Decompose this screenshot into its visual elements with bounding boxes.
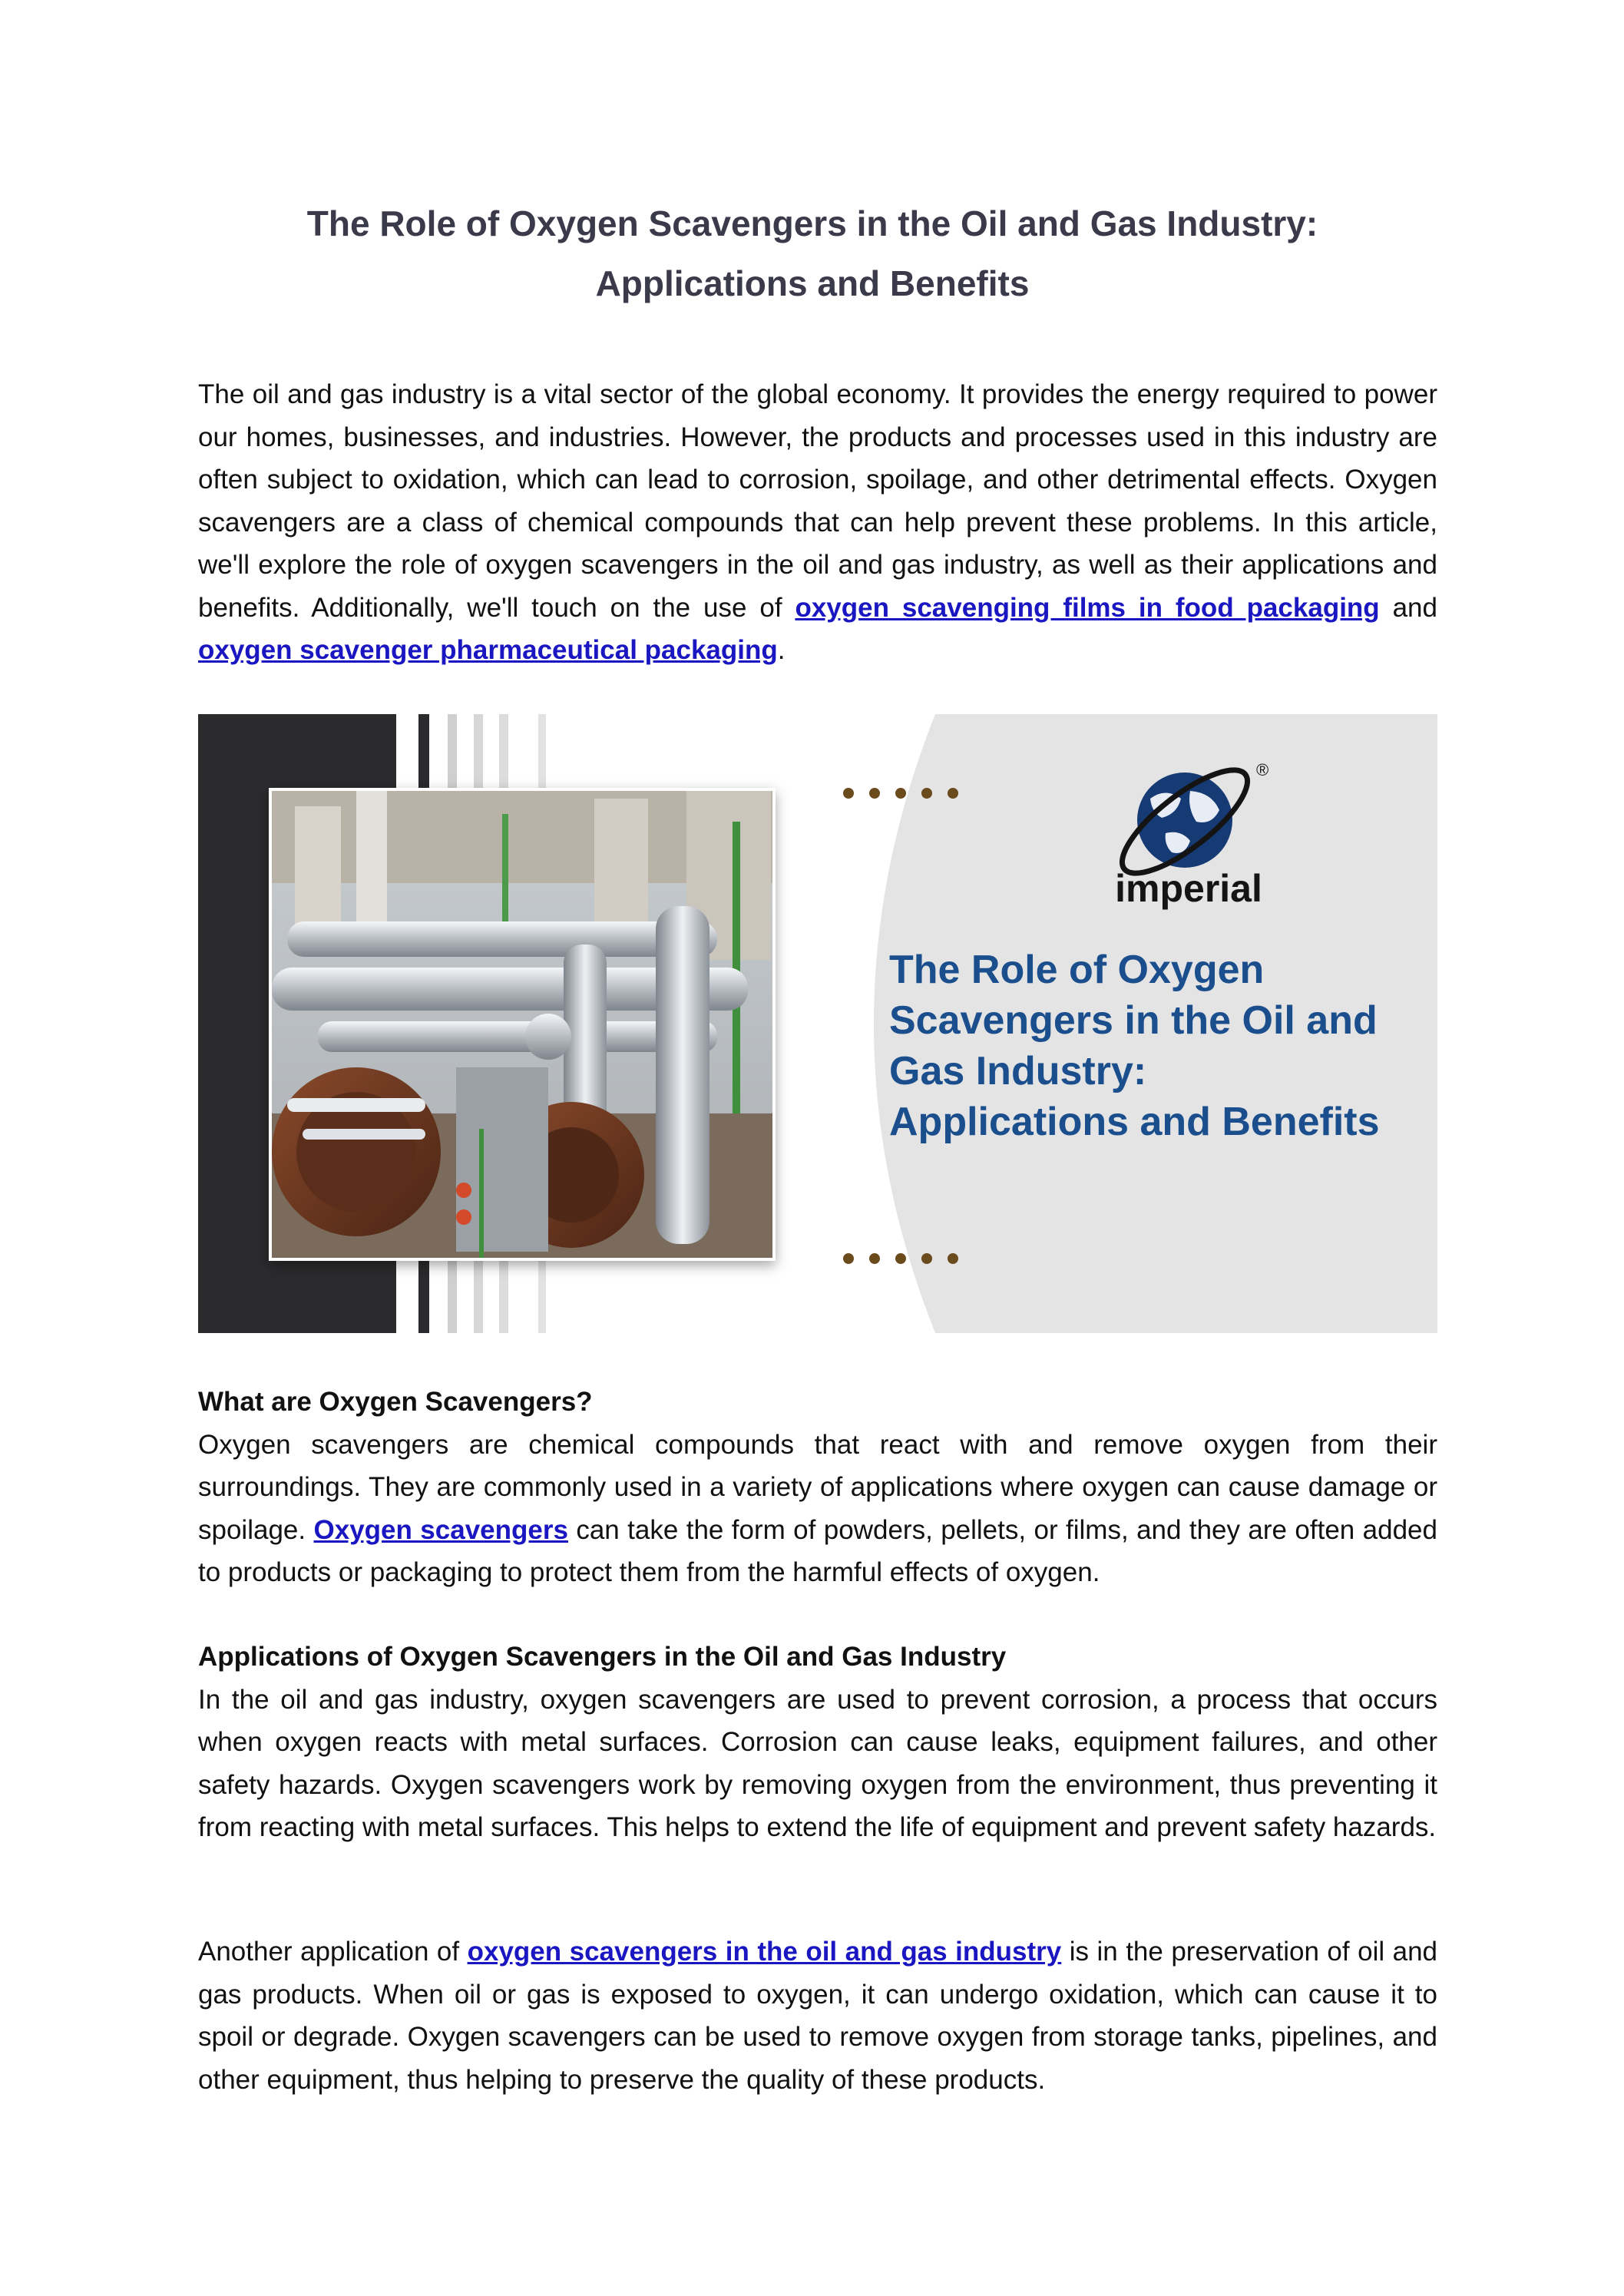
section-heading-applications: Applications of Oxygen Scavengers in the Oil and Gas Industry <box>198 1642 1007 1672</box>
what-are-section <box>198 1381 1437 1594</box>
oxygen-scavengers-link[interactable]: Oxygen scavengers <box>313 1514 568 1545</box>
article-banner <box>198 714 1437 1333</box>
registered-mark: ® <box>1256 760 1269 779</box>
intro-paragraph <box>198 373 1437 672</box>
section1-text-2: can take the form of powders, pellets, or films, and they are often added to products or packaging to protect them from the harmful effects of oxygen. <box>198 1514 1437 1587</box>
applications-section <box>198 1636 1437 1849</box>
banner-title-line: Applications and Benefits <box>889 1100 1380 1144</box>
section-heading-what-are: What are Oxygen Scavengers? <box>198 1387 593 1417</box>
intro-text-3: . <box>777 635 786 665</box>
page-title <box>198 194 1427 313</box>
section3-text-2: is in the preservation of oil and gas products. When oil or gas is exposed to oxygen, it can undergo oxidation, which can cause it to spoil or degrade. Oxygen scavengers can be used to remove oxygen from storage tanks, pipelines, and other equipment, thus helping to preserve the quality of these products. <box>198 1937 1438 2095</box>
intro-text-1: The oil and gas industry is a vital sector of the global economy. It provides the energy required to power our homes, businesses, and industries. However, the products and processes used in this industry are often subject to oxidation, which can lead to corrosion, spoilage, and other detrimental effects. Oxygen scavengers are a class of chemical compounds that can help prevent these problems. In this article, we'll explore the role of oxygen scavengers in the oil and gas industry, as well as their applications and benefits. Additionally, we'll touch on the use of <box>198 379 1437 623</box>
pharmaceutical-packaging-link[interactable]: oxygen scavenger pharmaceutical packaging <box>198 635 778 665</box>
banner-title-line: Gas Industry: <box>889 1049 1147 1093</box>
refinery-pipes-photo <box>269 788 776 1261</box>
page-title-line-1: The Role of Oxygen Scavengers in the Oil and Gas Industry: <box>306 203 1318 243</box>
intro-text-2: and <box>1379 592 1437 623</box>
decorative-dots-bottom <box>843 1253 958 1264</box>
banner-title-line: Scavengers in the Oil and <box>889 998 1378 1043</box>
oil-gas-industry-link[interactable]: oxygen scavengers in the oil and gas industry <box>467 1937 1062 1967</box>
food-packaging-link[interactable]: oxygen scavenging films in food packaging <box>795 592 1380 623</box>
section3-text-1: Another application of <box>198 1937 468 1967</box>
banner-title <box>889 945 1427 1147</box>
page-title-line-2: Applications and Benefits <box>595 263 1030 303</box>
decorative-dots-top <box>843 788 958 799</box>
section2-text: In the oil and gas industry, oxygen scavengers are used to prevent corrosion, a process that occurs when oxygen reacts with metal surfaces. Corrosion can cause leaks, equipment failures, and other safety hazards. Oxygen scavengers work by removing oxygen from the environment, thus preventing it from reacting with metal surfaces. This helps to extend the life of equipment and prevent safety hazards. <box>198 1684 1437 1842</box>
section1-text-1: Oxygen scavengers are chemical compounds that react with and remove oxygen from their surroundings. They are commonly used in a variety of applications where oxygen can cause damage or spoilage. <box>198 1429 1437 1545</box>
brand-name: imperial <box>1115 867 1262 910</box>
banner-title-line: The Role of Oxygen <box>889 948 1265 992</box>
preservation-paragraph <box>198 1930 1437 2101</box>
